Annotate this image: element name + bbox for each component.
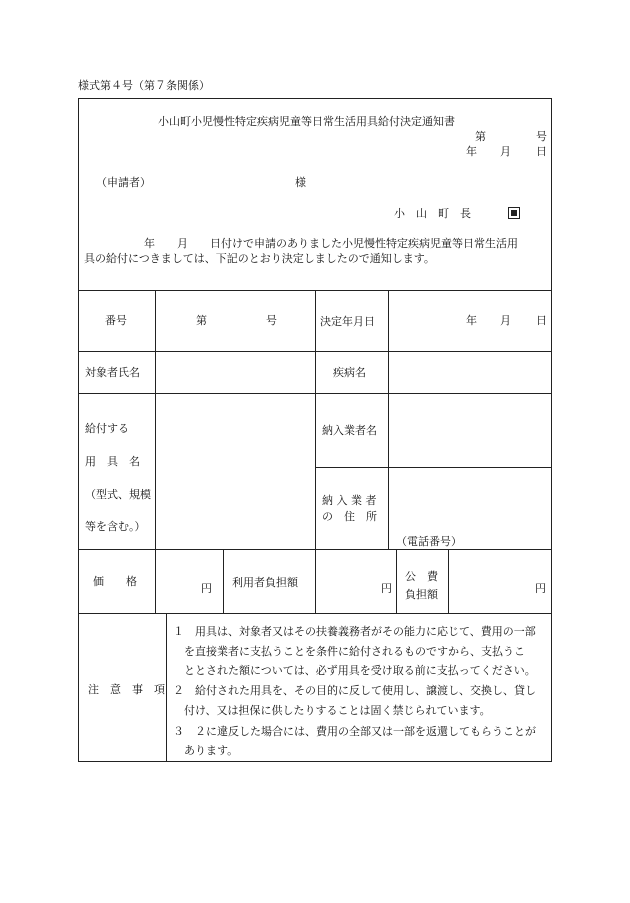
vendor-name-label: 納入業者名 <box>322 424 377 437</box>
subject-name-label: 対象者氏名 <box>85 366 140 379</box>
disease-label: 疾病名 <box>333 366 366 379</box>
public-burden-unit: 円 <box>535 582 546 595</box>
frame-right <box>551 98 552 762</box>
table-vline-g <box>166 613 167 762</box>
table-vline-c <box>388 290 389 550</box>
vendor-phone-label: （電話番号） <box>396 535 462 548</box>
table-vline-e <box>396 549 397 614</box>
form-number-label: 様式第４号（第７条関係） <box>78 79 210 92</box>
applicant-label: （申請者） <box>96 176 151 189</box>
issuer-name: 小 山 町 長 <box>394 207 471 220</box>
table-line-vendor <box>315 467 552 468</box>
notice-body-line-2: 具の給付につきましては、下記のとおり決定しましたので通知します。 <box>84 252 435 265</box>
notice-body-line-1: 年 月 日付けで申請のありました小児慢性特定疾病児童等日常生活用 <box>144 237 518 250</box>
frame-left <box>78 98 79 762</box>
price-unit: 円 <box>201 582 212 595</box>
item-label-line-2: 用 具 名 <box>85 455 140 468</box>
applicant-honorific: 様 <box>295 176 306 189</box>
note-line: ３ ２に違反した場合には、費用の全部又は一部を返還してもらうことが <box>173 725 536 738</box>
note-line: １ 用具は、対象者又はその扶養義務者がその能力に応じて、費用の一部 <box>173 625 536 638</box>
decision-date-label: 決定年月日 <box>320 315 375 328</box>
notice-date-month: 月 <box>500 145 511 158</box>
number-prefix: 第 <box>196 314 207 327</box>
note-line: を直接業者に支払うことを条件に給付されるものですから、支払うこ <box>184 645 525 658</box>
notice-number-prefix: 第 <box>475 130 486 143</box>
vendor-address-label-2: の 住 所 <box>322 510 377 523</box>
notice-date-day: 日 <box>536 145 547 158</box>
vendor-address-label-1: 納 入 業 者 <box>322 494 377 507</box>
decision-year: 年 <box>466 314 477 327</box>
note-line: あります。 <box>184 744 239 757</box>
item-label-line-3: （型式、規模 <box>85 488 151 501</box>
notice-date-year: 年 <box>466 145 477 158</box>
note-line: 付け、又は担保に供したりすることは固く禁じられています。 <box>184 704 491 717</box>
decision-day: 日 <box>536 314 547 327</box>
table-vline-d <box>223 549 224 614</box>
price-label: 価 格 <box>93 575 137 588</box>
item-label-line-1: 給付する <box>85 422 129 435</box>
table-vline-a <box>155 290 156 614</box>
note-line: ２ 給付された用具を、その目的に反して使用し、譲渡し、交換し、貸し <box>173 684 536 697</box>
notice-number-suffix: 号 <box>536 130 547 143</box>
table-vline-b <box>315 290 316 614</box>
notice-title: 小山町小児慢性特定疾病児童等日常生活用具給付決定通知書 <box>158 115 455 128</box>
number-suffix: 号 <box>266 314 277 327</box>
user-burden-unit: 円 <box>381 582 392 595</box>
item-label-line-4: 等を含む。） <box>85 520 146 533</box>
note-line: ととされた額については、必ず用具を受け取る前に支払ってください。 <box>184 664 536 677</box>
decision-month: 月 <box>500 314 511 327</box>
public-burden-label-1: 公 費 <box>405 570 438 583</box>
notes-label: 注 意 事 項 <box>88 683 165 696</box>
table-vline-f <box>448 549 449 614</box>
user-burden-label: 利用者負担額 <box>232 576 298 589</box>
official-seal-icon <box>508 207 520 219</box>
public-burden-label-2: 負担額 <box>405 588 438 601</box>
number-label: 番号 <box>105 314 127 327</box>
frame-bottom <box>78 761 552 762</box>
frame-top <box>78 98 552 99</box>
